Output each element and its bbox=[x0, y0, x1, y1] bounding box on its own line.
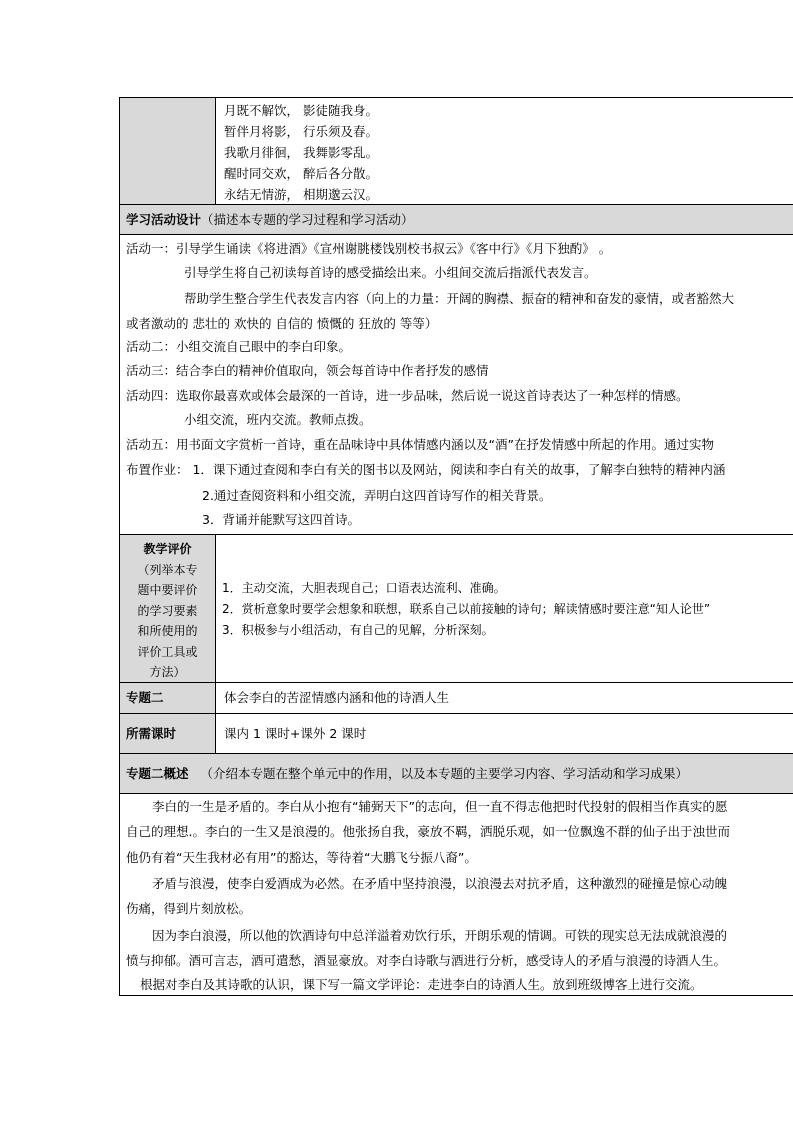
activity-line: 活动一：引导学生诵读《将进酒》《宣州谢朓楼饯别校书叔云》《客中行》《月下独酌》 。 bbox=[126, 241, 612, 256]
evaluation-item: 3．积极参与小组活动，有自己的见解，分析深刻。 bbox=[222, 623, 494, 637]
overview-line: 他仍有着“天生我材必有用”的豁达，等待着“大鹏飞兮振八裔”。 bbox=[126, 850, 477, 865]
overview-line: 根据对李白及其诗歌的认识，课下写一篇文学评论：走进李白的诗酒人生。放到班级博客上进行交流。 bbox=[140, 977, 703, 992]
poem-label-cell bbox=[120, 98, 216, 204]
evaluation-title: 教学评价 bbox=[143, 542, 192, 556]
overview-hint: （介绍本专题在整个单元中的作用，以及本专题的主要学习内容、学习活动和学习成果） bbox=[200, 766, 689, 781]
activity-design-header bbox=[119, 204, 793, 234]
lesson-plan-table bbox=[119, 97, 793, 997]
activity-line: 活动二：小组交流自己眼中的李白印象。 bbox=[126, 339, 352, 354]
poem-line: 醒时同交欢， 醉后各分散。 bbox=[224, 166, 378, 181]
activity-line: 或者激动的 悲壮的 欢快的 自信的 愤慨的 狂放的 等等） bbox=[126, 316, 438, 331]
overview-title: 专题二概述 bbox=[126, 766, 189, 781]
topic2-label-cell bbox=[120, 683, 216, 713]
overview-line: 矛盾与浪漫，使李白爱酒成为必然。在矛盾中坚持浪漫，以浪漫去对抗矛盾，这种激烈的碰撞是惊心动魄 bbox=[152, 876, 728, 891]
overview-line: 李白的一生是矛盾的。李白从小抱有“辅弼天下”的志向，但一直不得志他把时代投射的假相当作真实的愿 bbox=[152, 799, 728, 814]
overview-line: 自己的理想.。李白的一生又是浪漫的。他张扬自我，豪放不羁，洒脱乐观，如一位飘逸不群的仙子出于浊世而 bbox=[126, 824, 730, 839]
evaluation-hint: 的学习要素 bbox=[137, 603, 198, 618]
overview-line: 伤痛，得到片刻放松。 bbox=[126, 901, 252, 916]
poem-line: 永结无情游， 相期邈云汉。 bbox=[224, 187, 378, 202]
evaluation-hint: （列举本专 bbox=[137, 562, 198, 577]
evaluation-hint: 方法） bbox=[149, 665, 186, 679]
evaluation-hint: 题中要评价 bbox=[137, 583, 198, 597]
activity-line: 活动四：选取你最喜欢或体会最深的一首诗，进一步品味，然后说一说这首诗表达了一种怎样的情感。 bbox=[126, 388, 689, 403]
poem-line: 我歌月徘徊， 我舞影零乱。 bbox=[224, 145, 378, 160]
overview-body bbox=[119, 793, 793, 996]
hours-label: 所需课时 bbox=[126, 726, 177, 741]
evaluation-hint: 评价工具或 bbox=[137, 644, 198, 659]
topic2-label: 专题二 bbox=[126, 690, 164, 705]
activity-design-hint: （描述本专题的学习过程和学习活动） bbox=[201, 212, 414, 227]
activity-line: 活动五：用书面文字赏析一首诗，重在品味诗中具体情感内涵以及“酒”在抒发情感中所起的作用。通过实物 bbox=[126, 437, 714, 452]
evaluation-label-cell bbox=[120, 535, 216, 682]
activity-line: 帮助学生整合学生代表发言内容（向上的力量：开阔的胸襟、振奋的精神和奋发的豪情，或者豁然大 bbox=[184, 291, 735, 306]
hours-row bbox=[119, 713, 793, 753]
activity-line: 引导学生将自己初读每首诗的感受描绘出来。小组间交流后指派代表发言。 bbox=[184, 265, 597, 280]
evaluation-row bbox=[119, 534, 793, 682]
topic2-title: 体会李白的苦涩情感内涵和他的诗酒人生 bbox=[224, 690, 450, 705]
overview-line: 因为李白浪漫，所以他的饮酒诗句中总洋溢着劝饮行乐，开朗乐观的情调。可铁的现实总无法成就浪漫的 bbox=[152, 928, 728, 943]
poem-row bbox=[119, 97, 793, 204]
activity-line: 布置作业： 1．课下通过查阅和李白有关的图书以及网站，阅读和李白有关的故事，了解李白独特的精神内涵 bbox=[126, 462, 726, 477]
evaluation-hint: 和所使用的 bbox=[137, 624, 198, 638]
poem-line: 月既不解饮， 影徒随我身。 bbox=[224, 103, 378, 118]
activity-design-body bbox=[119, 234, 793, 534]
poem-line: 暂伴月将影， 行乐须及春。 bbox=[224, 124, 378, 139]
evaluation-item: 2．赏析意象时要学会想象和联想，联系自己以前接触的诗句；解读情感时要注意“知人论世” bbox=[222, 602, 711, 616]
activity-line: 小组交流，班内交流。教师点拨。 bbox=[184, 412, 372, 427]
activity-line: 2.通过查阅资料和小组交流，弄明白这四首诗写作的相关背景。 bbox=[202, 488, 552, 503]
activity-line: 3．背诵并能默写这四首诗。 bbox=[202, 512, 360, 527]
activity-design-title: 学习活动设计 bbox=[126, 212, 202, 227]
topic2-row bbox=[119, 682, 793, 713]
evaluation-item: 1．主动交流，大胆表现自己；口语表达流利、准确。 bbox=[222, 581, 506, 595]
overview-line: 愤与抑郁。酒可言志，酒可遣愁，酒显豪放。对李白诗歌与酒进行分析，感受诗人的矛盾与浪漫的诗酒人生。 bbox=[126, 953, 727, 968]
hours-label-cell bbox=[120, 714, 216, 753]
activity-line: 活动三：结合李白的精神价值取向，领会每首诗中作者抒发的感情 bbox=[126, 363, 489, 378]
hours-value: 课内 1 课时+课外 2 课时 bbox=[224, 726, 367, 741]
overview-header bbox=[119, 753, 793, 793]
